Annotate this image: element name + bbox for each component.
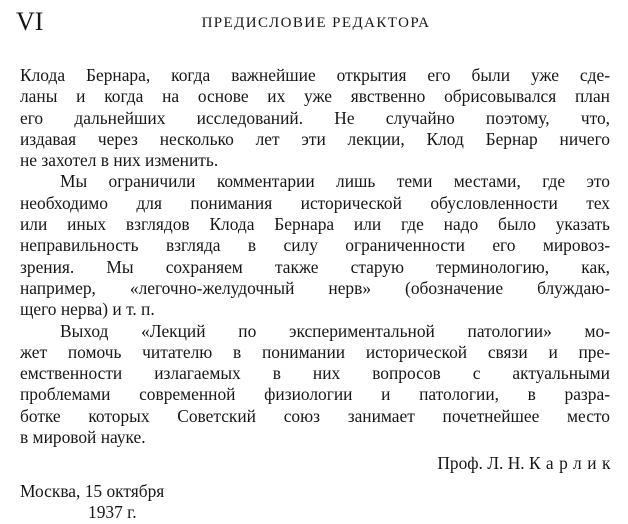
text-line: Выход «Лекций по экспериментальной патологии» мо- [60,320,610,341]
text-line: ланы и когда на основе их уже явственно обрисовывался план [20,86,610,107]
editor-signature [437,453,616,474]
text-line: Клода Бернара, когда важнейшие открытия его были уже сде- [20,65,610,85]
text-line: жет помочь читателю в понимании исторической связи и пре- [20,341,610,362]
text-line: зрения. Мы сохраняем также старую терминологию, как, [20,256,610,277]
paragraph-1 [20,65,610,171]
text-line: ботке которых Советский союз занимает почетнейшее место [20,405,610,426]
place-and-date [20,481,164,523]
body-text [20,65,610,448]
text-line: не захотел в них изменить. [20,150,219,171]
text-line: например, «легочно-желудочный нерв» (обозначение блуждаю- [20,277,610,298]
signature-title: Проф. Л. Н. [437,453,525,473]
text-line: емственности излагаемых в них вопросов с актуальными [20,363,610,384]
text-line: щего нерва) и т. п. [20,299,155,320]
text-line: его дальнейших исследований. Не случайно поэтому, что, [20,107,610,128]
page-number: VI [16,7,44,36]
text-line: издавая через несколько лет эти лекции, Клод Бернар ничего [20,128,610,149]
text-line: проблемами современной физиологии и патологии, в разра- [20,384,610,405]
text-line: неправильность взгляда в силу ограниченности его мировоз- [20,235,610,256]
paragraph-3 [20,321,610,449]
page-header [16,8,616,38]
place-date-line: Москва, 15 октября [20,481,165,501]
running-title: ПРЕДИСЛОВИЕ РЕДАКТОРА [201,15,431,31]
text-line: Мы ограничили комментарии лишь теми местами, где это [60,171,610,192]
text-line: необходимо для понимания исторической обусловленности тех [20,192,610,213]
year-line: 1937 г. [88,502,137,522]
signature-name: Карлик [529,453,616,473]
text-line: или иных взглядов Клода Бернара или где надо было указать [20,214,610,235]
paragraph-2 [20,171,610,320]
text-line: в мировой науке. [20,427,146,448]
